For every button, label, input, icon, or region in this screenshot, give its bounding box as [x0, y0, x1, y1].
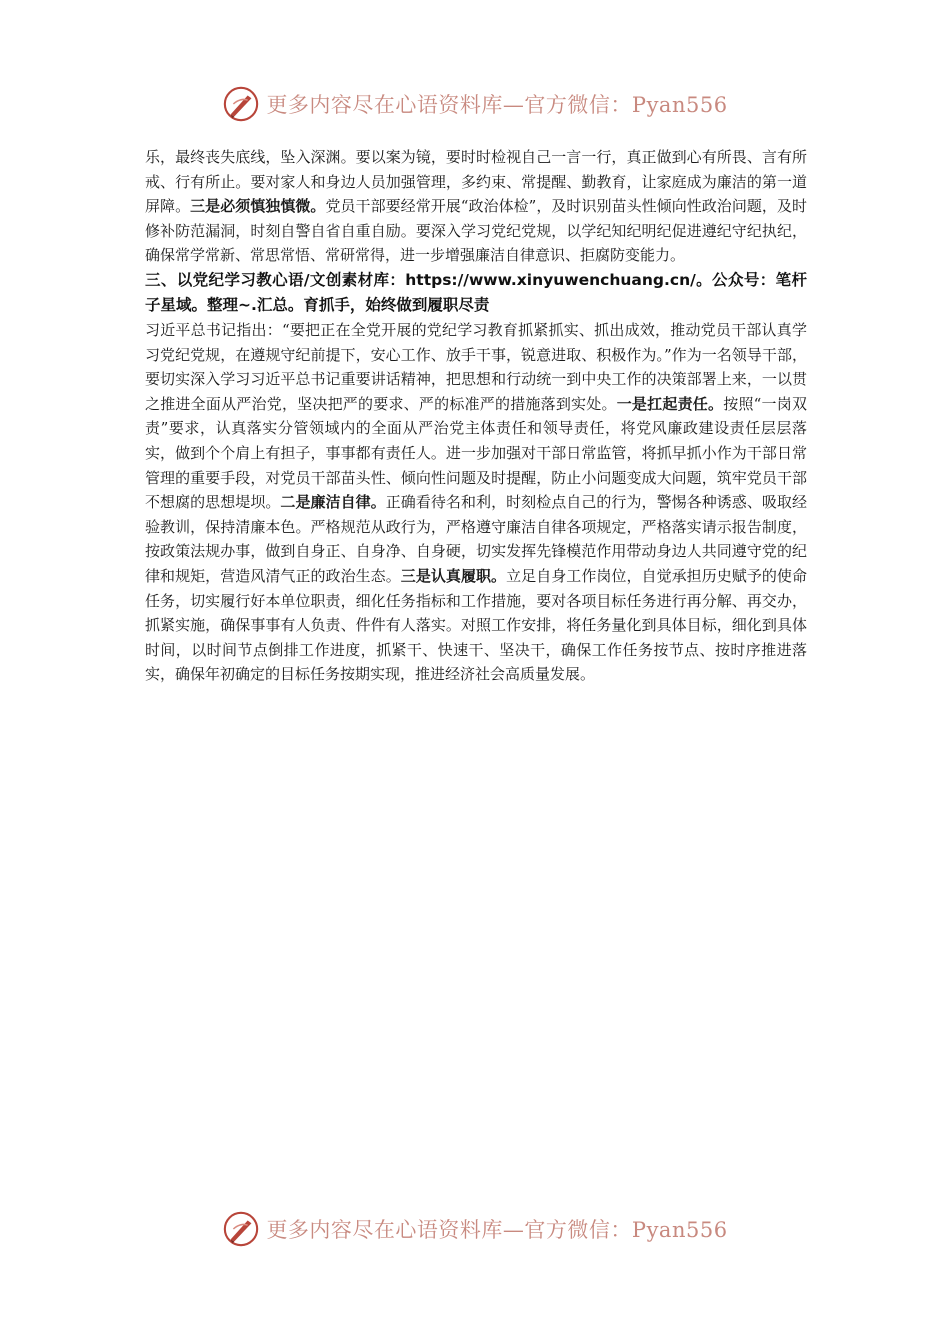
paragraph: [145, 145, 807, 268]
paragraph-text: 党员干部要经常开展“政治体检”，及时识别苗头性倾向性政治问题，及时修补防范漏洞，时刻自警自省自重自励。要深入学习党纪党规，以学纪知纪明纪促进遵纪守纪执纪，确保常学常新、常思常悟、常研常得，进一步增强廉洁自律意识、拒腐防变能力。: [145, 197, 807, 265]
banner-text: 更多内容尽在心语资料库—官方微信：Pyan556: [266, 1218, 728, 1242]
paragraph: [145, 318, 807, 687]
bold-lead: 三是必须慎独慎微。: [190, 197, 326, 216]
paragraph-text: 乐，最终丧失底线，坠入深渊。要以案为镜，要时时检视自己一言一行，真正做到心有所畏、言有所戒、行有所止。要对家人和身边人员加强管理，多约束、常提醒、勤教育，让家庭成为廉洁的第一道屏障。: [145, 148, 807, 216]
paragraph-text: 按照“一岗双责”要求，认真落实分管领域内的全面从严治党主体责任和领导责任，将党风廉政建设责任层层落实，做到个个肩上有担子，事事都有责任人。进一步加强对干部日常监管，将抓早抓小作为干部日常管理的重要手段，对党员干部苗头性、倾向性问题及时提醒，防止小问题变成大问题，筑牢党员干部不想腐的思想堤坝。: [145, 394, 807, 512]
paragraph-text: 习近平总书记指出：“要把正在全党开展的党纪学习教育抓紧抓实、抓出成效，推动党员干部认真学习党纪党规，在遵规守纪前提下，安心工作、放手干事，锐意进取、积极作为。”作为一名领导干部，要切实深入学习习近平总书记重要讲话精神，把思想和行动统一到中央工作的决策部署上来，一以贯之推进全面从严治党，坚决把严的要求、严的标准严的措施落到实处。: [145, 320, 807, 413]
paragraph-text: 正确看待名和利，时刻检点自己的行为，警惕各种诱惑、吸取经验教训，保持清廉本色。严格规范从政行为，严格遵守廉洁自律各项规定，严格落实请示报告制度，按政策法规办事，做到自身正、自身净、自身硬，切实发挥先锋模范作用带动身边人共同遵守党的纪律和规矩，营造风清气正的政治生态。: [145, 493, 807, 585]
header-banner: [0, 82, 950, 126]
document-body: [145, 145, 807, 687]
bold-lead: 一是扛起责任。: [616, 394, 724, 413]
banner-text: 更多内容尽在心语资料库—官方微信：Pyan556: [266, 93, 728, 117]
footer-banner: [0, 1207, 950, 1251]
bold-lead: 三是认真履职。: [400, 566, 507, 585]
pen-logo-icon: [222, 85, 260, 123]
paragraph-text: 立足自身工作岗位，自觉承担历史赋予的使命任务，切实履行好本单位职责，细化任务指标和工作措施，要对各项目标任务进行再分解、再交办，抓紧实施，确保事事有人负责、件件有人落实。对照工作安排，将任务量化到具体目标，细化到具体时间，以时间节点倒排工作进度，抓紧干、快速干、坚决干，确保工作任务按节点、按时序推进落实，确保年初确定的目标任务按期实现，推进经济社会高质量发展。: [145, 566, 807, 684]
pen-logo-icon: [222, 1210, 260, 1248]
bold-lead: 二是廉洁自律。: [280, 493, 386, 512]
section-heading: 三、以党纪学习教心语/文创素材库：https://www.xinyuwenchuang.cn/。公众号：笔杆子星域。整理~.汇总。育抓手，始终做到履职尽责: [145, 270, 807, 314]
